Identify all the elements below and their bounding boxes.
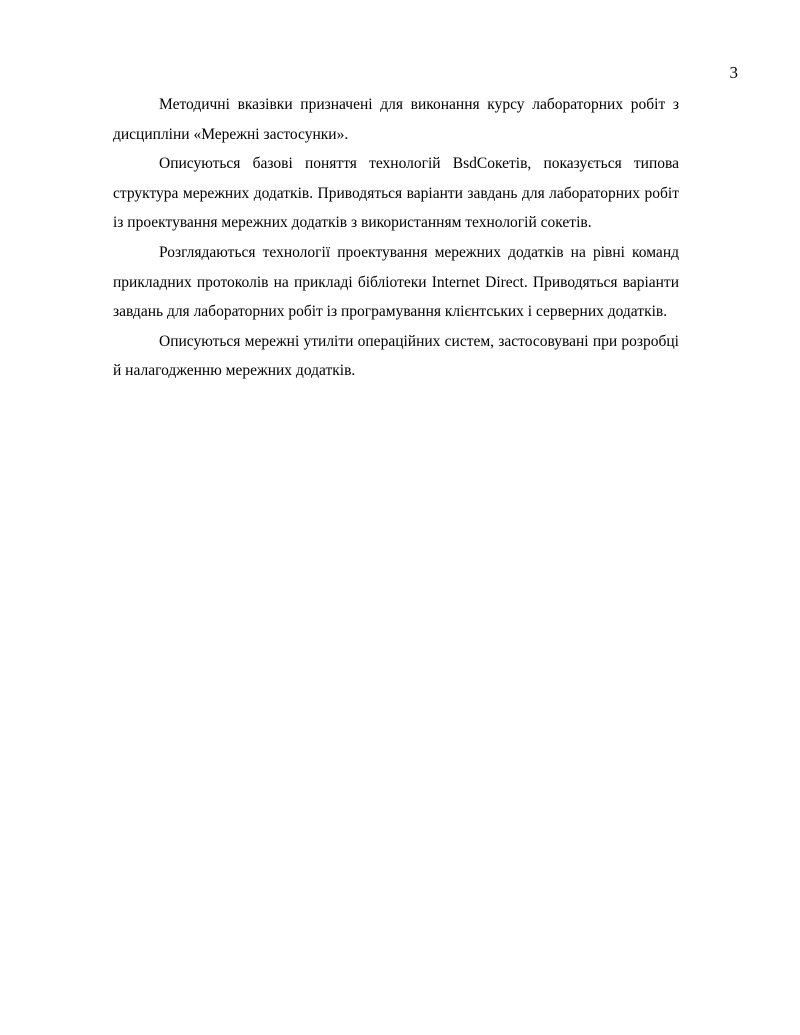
paragraph-bsd-sockets: Описуються базові поняття технологій BsdСокетів, показується типова структура мережних додатків. Приводяться варіанти завдань для лабораторних робіт із проектування мережних додатків з використанням технологій сокетів. — [113, 155, 679, 232]
body-text — [113, 90, 679, 386]
paragraph-network-utilities: Описуються мережні утиліти операційних систем, застосовувані при розробці й налагодженню мережних додатків. — [113, 332, 679, 380]
paragraph-purpose: Методичні вказівки призначені для виконання курсу лабораторних робіт з дисципліни «Мережні застосунки». — [113, 96, 679, 143]
page-number: 3 — [729, 63, 738, 82]
paragraph-internet-direct: Розглядаються технології проектування мережних додатків на рівні команд прикладних протоколів на прикладі бібліотеки Internet Direct. Приводяться варіанти завдань для лабораторних робіт із програмування клієнтських і серверних додатків. — [113, 243, 679, 321]
